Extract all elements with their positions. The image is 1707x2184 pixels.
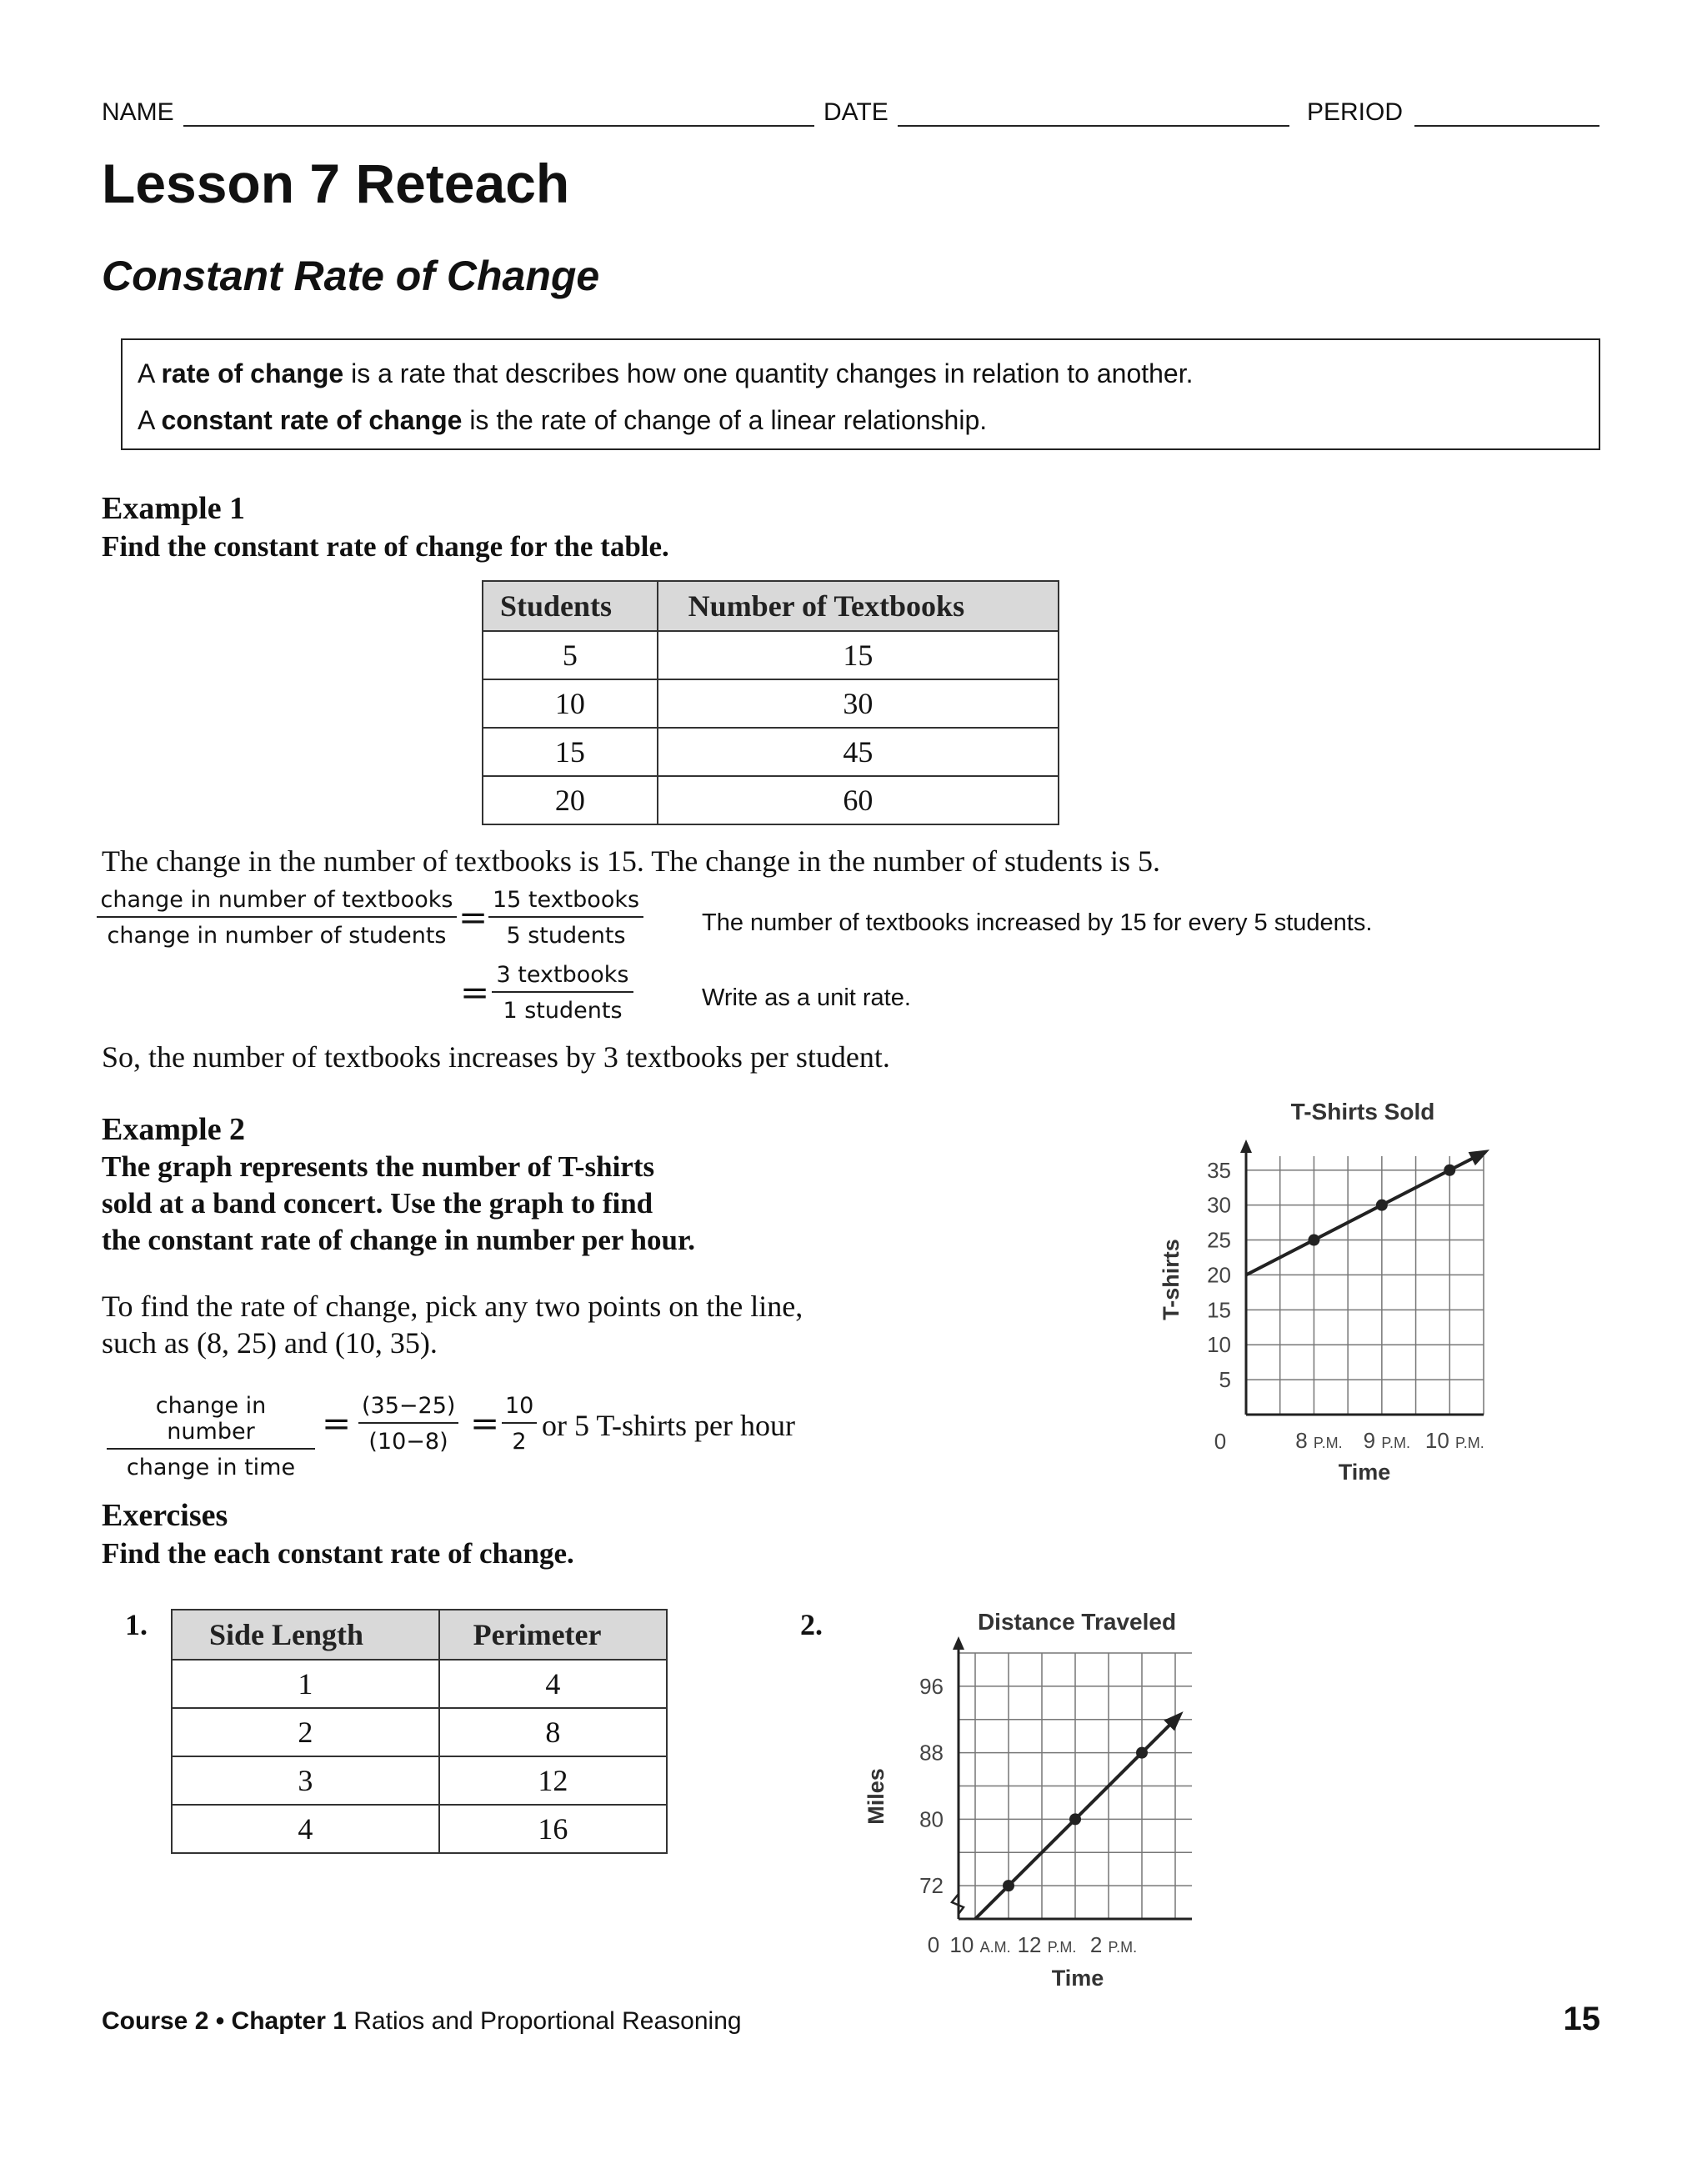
exercise1-label: 1. <box>125 1608 148 1641</box>
table-cell: 12 <box>439 1756 667 1805</box>
line-arrowhead <box>1469 1150 1489 1165</box>
x-tick-labels <box>1295 1428 1484 1453</box>
exercises-instruction: Find the each constant rate of change. <box>102 1537 574 1570</box>
x-tick-label: 8 P.M. <box>1295 1428 1343 1453</box>
table-cell: 16 <box>439 1805 667 1853</box>
table-row <box>483 631 1059 679</box>
y-tick-labels <box>1207 1158 1231 1392</box>
y-tick-label: 15 <box>1207 1297 1231 1323</box>
fraction-change-textbooks-students: change in number of textbooks change in number of students <box>97 887 457 949</box>
equals-sign: = <box>322 1403 352 1444</box>
y-tick-label: 96 <box>919 1673 944 1699</box>
table-row <box>483 776 1059 824</box>
chart-axes <box>1240 1140 1484 1415</box>
chart-xlabel: Time <box>1051 1966 1104 1991</box>
page-subtitle: Constant Rate of Change <box>102 253 600 299</box>
example1-note-increase: The number of textbooks increased by 15 for every 5 students. <box>702 909 1373 936</box>
example1-note-unit-rate: Write as a unit rate. <box>702 984 911 1011</box>
chart-axes <box>952 1636 1192 1919</box>
example1-table <box>482 580 1059 825</box>
table-cell: 4 <box>439 1660 667 1708</box>
data-point <box>1444 1165 1455 1176</box>
fraction-15-textbooks-5-students: 15 textbooks 5 students <box>488 887 643 949</box>
y-tick-label: 72 <box>919 1873 944 1899</box>
chart-origin-label: 0 <box>927 1932 940 1957</box>
y-tick-label: 88 <box>919 1740 944 1766</box>
course-chapter: Course 2 • Chapter 1 <box>102 2007 347 2035</box>
name-date-period-header <box>102 98 1602 132</box>
table-cell: 1 <box>172 1660 439 1708</box>
table-header-row <box>483 581 1059 631</box>
table-cell: 15 <box>483 728 658 776</box>
column-header: Side Length <box>172 1610 439 1660</box>
equals-sign: = <box>460 972 490 1013</box>
table-header-row <box>172 1610 667 1660</box>
example1-conclusion: So, the number of textbooks increases by 3 textbooks per student. <box>102 1040 890 1074</box>
page-footer <box>102 2007 742 2036</box>
chapter-title: Ratios and Proportional Reasoning <box>353 2007 742 2035</box>
table-cell: 8 <box>439 1708 667 1756</box>
y-axis-arrow <box>953 1636 964 1650</box>
tshirts-chart <box>1150 1092 1500 1492</box>
data-point <box>1069 1813 1081 1825</box>
x-tick-label: 10 P.M. <box>1424 1428 1484 1453</box>
fraction-35-25-over-10-8: $\frac{(35-25)}{(10-8)}$ <box>358 1393 458 1455</box>
y-tick-label: 30 <box>1207 1192 1231 1218</box>
name-blank[interactable] <box>183 125 814 127</box>
definition-box <box>121 338 1600 450</box>
example2-result: or 5 T-shirts per hour <box>542 1409 795 1442</box>
table-cell: 5 <box>483 631 658 679</box>
page-title: Lesson 7 Reteach <box>102 153 570 214</box>
example2-heading: Example 2 <box>102 1112 246 1147</box>
data-point <box>1003 1880 1014 1891</box>
y-tick-label: 20 <box>1207 1262 1231 1288</box>
y-tick-label: 25 <box>1207 1227 1231 1253</box>
equals-sign: = <box>458 897 488 938</box>
example2-instruction: The graph represents the number of T-shirts sold at a band concert. Use the graph to find the constant rate of change in number per hour. <box>102 1150 696 1256</box>
table-cell: 45 <box>658 728 1059 776</box>
page-number: 15 <box>1563 2001 1600 2037</box>
table-row <box>172 1660 667 1708</box>
column-header: Perimeter <box>439 1610 667 1660</box>
chart-title: Distance Traveled <box>977 1609 1177 1635</box>
x-tick-labels <box>949 1932 1137 1957</box>
equals-sign: = <box>470 1403 500 1444</box>
example1-instruction: Find the constant rate of change for the table. <box>102 530 669 563</box>
table-cell: 3 <box>172 1756 439 1805</box>
chart-origin-label: 0 <box>1214 1429 1227 1454</box>
example1-change-text: The change in the number of textbooks is 15. The change in the number of students is 5. <box>102 844 1161 878</box>
column-header: Number of Textbooks <box>658 581 1059 631</box>
example2-body: To find the rate of change, pick any two points on the line, such as (8, 25) and (10, 35). <box>102 1290 803 1360</box>
table-row <box>172 1756 667 1805</box>
date-label: DATE <box>823 98 889 126</box>
table-cell: 4 <box>172 1805 439 1853</box>
chart-ylabel: Miles <box>864 1768 889 1825</box>
fraction-10-over-2: $\frac{10}{2}$ <box>502 1393 537 1455</box>
chart-ylabel: T-shirts <box>1159 1239 1184 1320</box>
data-point <box>1136 1747 1148 1759</box>
chart-grid <box>959 1653 1192 1919</box>
distance-chart <box>850 1596 1234 2005</box>
y-tick-label: 80 <box>919 1806 944 1832</box>
data-point <box>1376 1200 1388 1211</box>
data-point <box>1308 1235 1319 1246</box>
y-tick-label: 5 <box>1219 1367 1231 1393</box>
definition-constant-rate: A constant rate of change is the rate of change of a linear relationship. <box>138 405 988 435</box>
table-row <box>483 679 1059 728</box>
y-tick-label: 35 <box>1207 1157 1231 1183</box>
exercise1-table <box>171 1609 668 1854</box>
table-cell: 20 <box>483 776 658 824</box>
y-tick-labels <box>919 1674 944 1898</box>
period-label: PERIOD <box>1307 98 1404 126</box>
table-row <box>172 1805 667 1853</box>
x-tick-label: 12 P.M. <box>1017 1932 1077 1957</box>
fraction-change-number-time: change in number change in time <box>107 1393 315 1480</box>
table-cell: 15 <box>658 631 1059 679</box>
name-label: NAME <box>102 98 174 126</box>
table-row <box>483 728 1059 776</box>
table-cell: 60 <box>658 776 1059 824</box>
period-blank[interactable] <box>1414 125 1599 127</box>
y-axis-arrow <box>1240 1140 1252 1153</box>
exercise2-label: 2. <box>800 1608 823 1641</box>
example1-heading: Example 1 <box>102 491 246 526</box>
chart-title: T-Shirts Sold <box>1290 1099 1435 1125</box>
table-cell: 10 <box>483 679 658 728</box>
table-row <box>172 1708 667 1756</box>
chart-xlabel: Time <box>1338 1460 1391 1485</box>
exercises-heading: Exercises <box>102 1498 228 1533</box>
x-tick-label: 9 P.M. <box>1363 1428 1411 1453</box>
column-header: Students <box>483 581 658 631</box>
table-cell: 30 <box>658 679 1059 728</box>
date-blank[interactable] <box>898 125 1289 127</box>
y-tick-label: 10 <box>1207 1332 1231 1358</box>
definition-rate-of-change: A rate of change is a rate that describes how one quantity changes in relation to another. <box>138 358 1194 388</box>
fraction-3-textbooks-1-students: 3 textbooks 1 students <box>492 962 633 1024</box>
table-cell: 2 <box>172 1708 439 1756</box>
x-tick-label: 2 P.M. <box>1089 1932 1138 1957</box>
chart-grid <box>1246 1156 1484 1415</box>
x-tick-label: 10 A.M. <box>949 1932 1011 1957</box>
